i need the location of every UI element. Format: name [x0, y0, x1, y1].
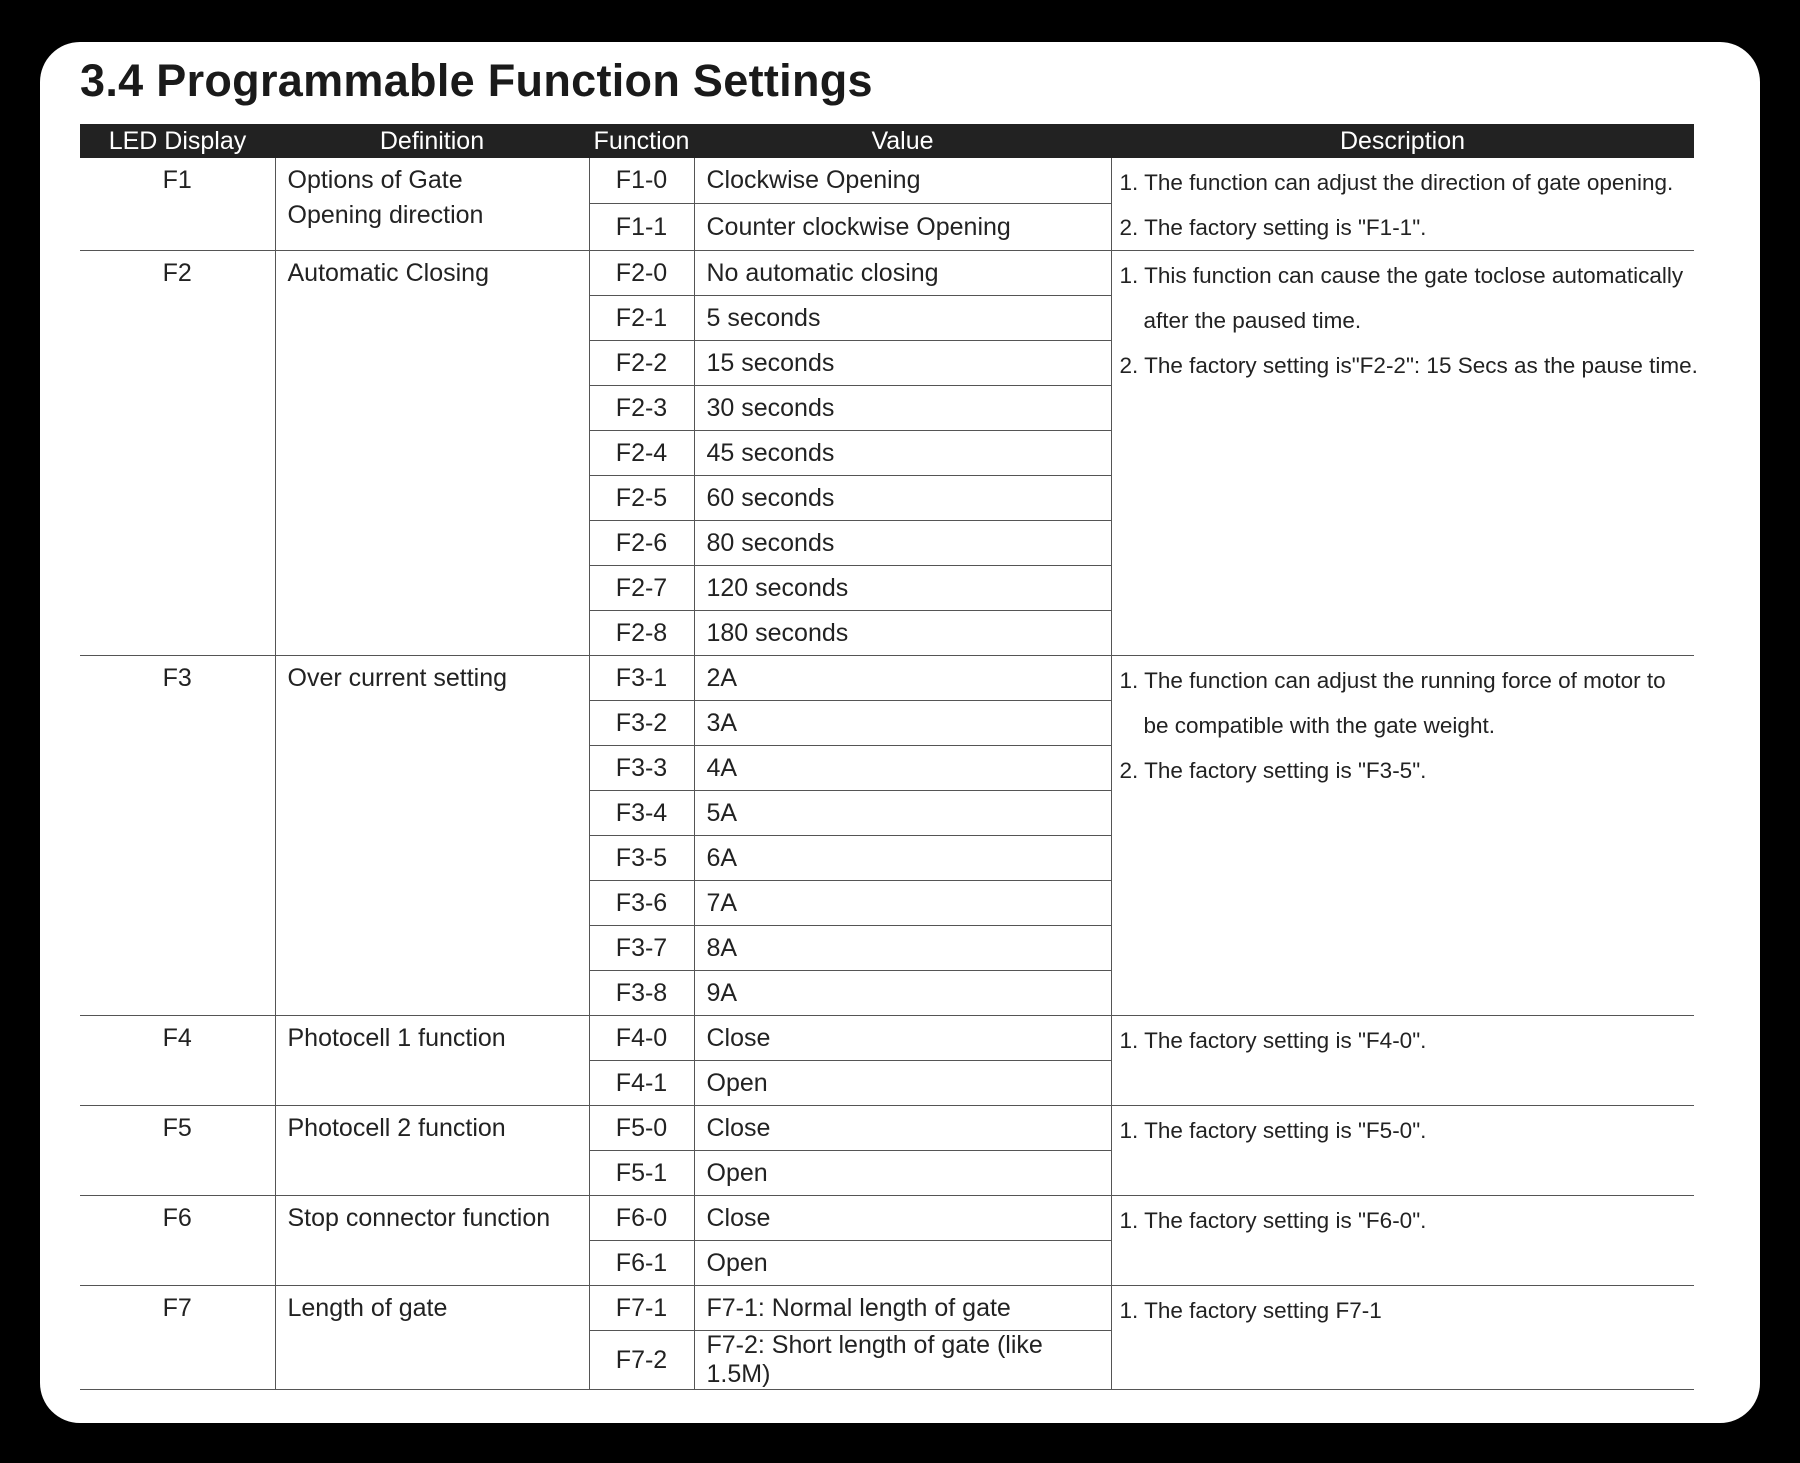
function-code-cell: F3-1: [589, 656, 694, 701]
description-line: 1. The factory setting is "F4-0".: [1119, 1028, 1427, 1053]
value-cell: 8A: [694, 926, 1111, 971]
function-code-cell: F2-6: [589, 521, 694, 566]
value-cell: Clockwise Opening: [694, 158, 1111, 204]
description-line: 2. The factory setting is "F3-5".: [1119, 758, 1427, 783]
function-code-cell: F2-4: [589, 431, 694, 476]
value-cell: Counter clockwise Opening: [694, 204, 1111, 251]
description-line: after the paused time.: [1143, 308, 1362, 333]
value-cell: 2A: [694, 656, 1111, 701]
value-cell: 60 seconds: [694, 476, 1111, 521]
function-code-cell: F6-0: [589, 1196, 694, 1241]
value-cell: 3A: [694, 701, 1111, 746]
value-cell: 5 seconds: [694, 296, 1111, 341]
description-cell: [1111, 656, 1694, 1016]
function-settings-table: [80, 124, 1698, 1390]
function-code-cell: F7-2: [589, 1331, 694, 1390]
definition-text: Photocell 1 function: [287, 1024, 506, 1052]
led-display-code: F7: [162, 1294, 192, 1322]
page-title: 3.4 Programmable Function Settings: [80, 55, 873, 106]
value-cell: Open: [694, 1241, 1111, 1286]
led-display-cell: [80, 158, 275, 251]
function-code-cell: F6-1: [589, 1241, 694, 1286]
description-lines: [1120, 1106, 1695, 1153]
led-display-code: F4: [162, 1024, 192, 1052]
value-cell: 5A: [694, 791, 1111, 836]
table-row: [80, 158, 1694, 204]
table-row: [80, 1106, 1694, 1151]
definition-cell: [275, 158, 589, 251]
function-code-cell: F2-2: [589, 341, 694, 386]
description-cell: [1111, 1106, 1694, 1196]
definition-text: Photocell 2 function: [287, 1114, 506, 1142]
led-display-code: F2: [162, 259, 192, 287]
table-row: [80, 1016, 1694, 1061]
value-cell: 15 seconds: [694, 341, 1111, 386]
led-display-code: F6: [162, 1204, 192, 1232]
function-code-cell: F4-0: [589, 1016, 694, 1061]
function-code-cell: F3-4: [589, 791, 694, 836]
header-definition: Definition: [275, 124, 589, 158]
function-code-cell: F7-1: [589, 1286, 694, 1331]
description-line: 2. The factory setting is "F1-1".: [1119, 215, 1427, 240]
definition-text: Over current setting: [287, 664, 508, 692]
definition-cell: [275, 1106, 589, 1196]
value-cell: 6A: [694, 836, 1111, 881]
description-line: 1. The factory setting is "F5-0".: [1119, 1118, 1427, 1143]
function-code-cell: F2-5: [589, 476, 694, 521]
description-line: 1. The function can adjust the direction of gate opening.: [1119, 170, 1674, 195]
definition-cell: [275, 1286, 589, 1390]
definition-text: Stop connector function: [287, 1204, 551, 1232]
value-cell: 30 seconds: [694, 386, 1111, 431]
description-line: 2. The factory setting is"F2-2": 15 Secs as the pause time.: [1119, 353, 1698, 378]
description-line: 1. The factory setting F7-1: [1119, 1298, 1382, 1323]
led-display-cell: [80, 251, 275, 656]
led-display-cell: [80, 1106, 275, 1196]
table-row: [80, 656, 1694, 701]
led-display-cell: [80, 1016, 275, 1106]
table-row: [80, 1286, 1694, 1331]
function-code-cell: F5-0: [589, 1106, 694, 1151]
function-code-cell: F2-7: [589, 566, 694, 611]
description-cell: [1111, 1196, 1694, 1286]
description-lines: [1120, 158, 1695, 250]
definition-text: Options of Gate: [287, 166, 463, 194]
description-line: 1. The function can adjust the running force of motor to: [1119, 668, 1666, 693]
function-code-cell: F2-1: [589, 296, 694, 341]
function-code-cell: F3-7: [589, 926, 694, 971]
value-cell: 9A: [694, 971, 1111, 1016]
value-cell: 4A: [694, 746, 1111, 791]
table-header-row: [80, 124, 1694, 158]
value-cell: 180 seconds: [694, 611, 1111, 656]
description-lines: [1120, 1196, 1695, 1243]
header-value: Value: [694, 124, 1111, 158]
description-lines: [1120, 656, 1695, 793]
function-code-cell: F3-8: [589, 971, 694, 1016]
table-row: [80, 1196, 1694, 1241]
function-code-cell: F5-1: [589, 1151, 694, 1196]
definition-text: Opening direction: [287, 201, 484, 229]
definition-cell: [275, 656, 589, 1016]
table-row: [80, 251, 1694, 296]
led-display-cell: [80, 1196, 275, 1286]
value-cell: 80 seconds: [694, 521, 1111, 566]
description-line: 1. The factory setting is "F6-0".: [1119, 1208, 1427, 1233]
function-code-cell: F3-2: [589, 701, 694, 746]
led-display-cell: [80, 1286, 275, 1390]
value-cell: Close: [694, 1196, 1111, 1241]
function-code-cell: F2-3: [589, 386, 694, 431]
description-line: be compatible with the gate weight.: [1143, 713, 1495, 738]
value-cell: 45 seconds: [694, 431, 1111, 476]
led-display-code: F1: [162, 166, 192, 194]
value-cell: Open: [694, 1151, 1111, 1196]
led-display-code: F5: [162, 1114, 192, 1142]
definition-text: Length of gate: [287, 1294, 448, 1322]
description-line: 1. This function can cause the gate toclose automatically: [1119, 263, 1684, 288]
value-cell: F7-1: Normal length of gate: [694, 1286, 1111, 1331]
value-cell: Close: [694, 1106, 1111, 1151]
led-display-cell: [80, 656, 275, 1016]
definition-text: Automatic Closing: [287, 259, 489, 287]
led-display-code: F3: [162, 664, 192, 692]
description-cell: [1111, 158, 1694, 251]
value-cell: Open: [694, 1061, 1111, 1106]
value-cell: No automatic closing: [694, 251, 1111, 296]
header-led-display: LED Display: [80, 124, 275, 158]
description-cell: [1111, 1016, 1694, 1106]
function-code-cell: F2-0: [589, 251, 694, 296]
header-description: Description: [1111, 124, 1694, 158]
function-code-cell: F3-6: [589, 881, 694, 926]
value-cell: 120 seconds: [694, 566, 1111, 611]
description-lines: [1119, 251, 1698, 388]
definition-cell: [275, 251, 589, 656]
definition-cell: [275, 1016, 589, 1106]
value-cell: 7A: [694, 881, 1111, 926]
function-code-cell: F1-1: [589, 204, 694, 251]
table-body: [80, 158, 1698, 1390]
description-lines: [1120, 1016, 1695, 1063]
definition-cell: [275, 1196, 589, 1286]
function-code-cell: F4-1: [589, 1061, 694, 1106]
function-code-cell: F3-3: [589, 746, 694, 791]
function-code-cell: F2-8: [589, 611, 694, 656]
description-cell: [1111, 1286, 1694, 1390]
value-cell: Close: [694, 1016, 1111, 1061]
value-cell: F7-2: Short length of gate (like 1.5M): [694, 1331, 1111, 1390]
description-lines: [1120, 1286, 1695, 1333]
header-function: Function: [589, 124, 694, 158]
function-code-cell: F3-5: [589, 836, 694, 881]
function-code-cell: F1-0: [589, 158, 694, 204]
description-cell: [1111, 251, 1698, 656]
